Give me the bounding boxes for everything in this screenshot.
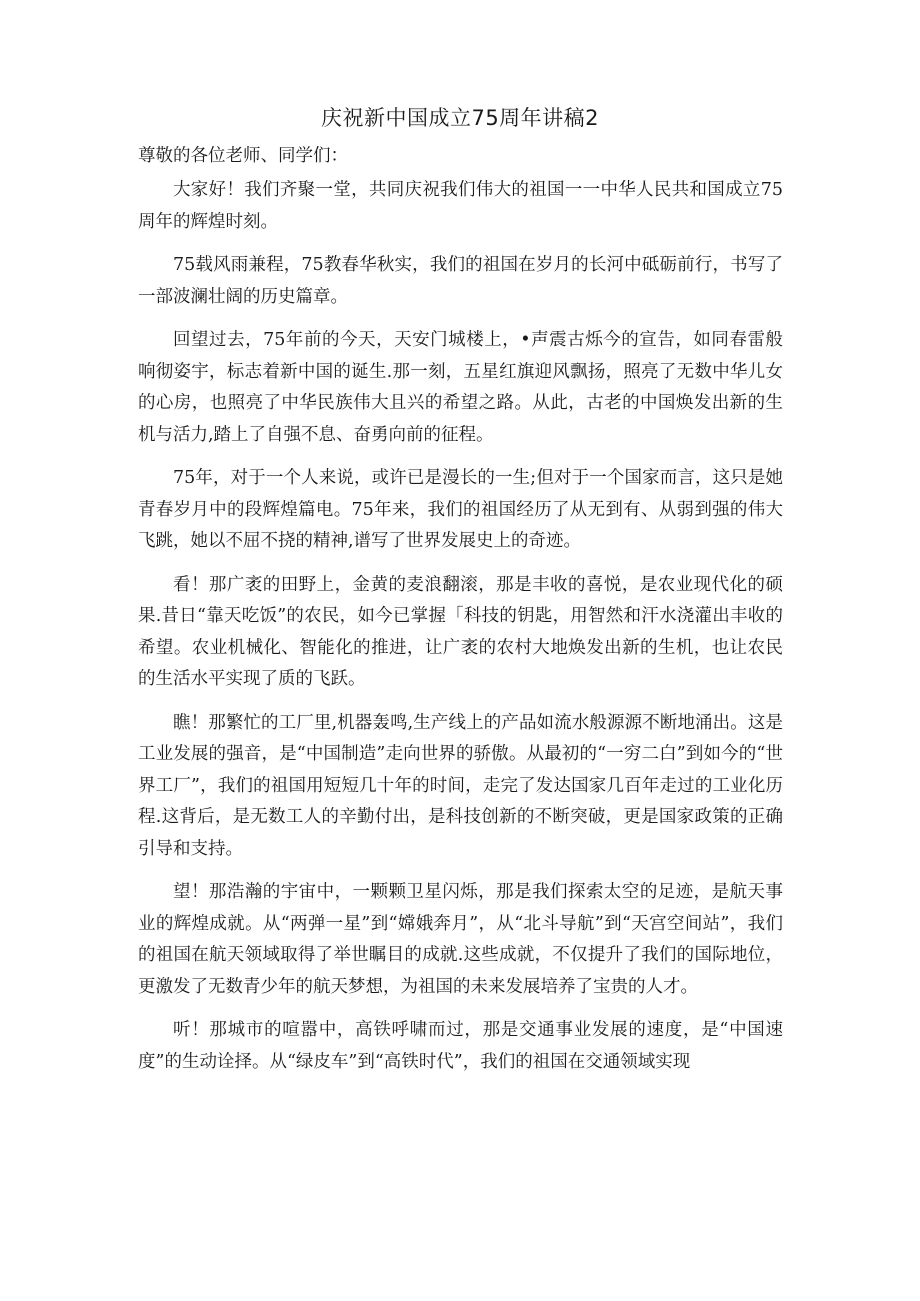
paragraph-greeting: 大家好！我们齐聚一堂，共同庆祝我们伟大的祖国一一中华人民共和国成立75周年的辉煌时刻。 [138,180,783,232]
document-title: 庆祝新中国成立75周年讲稿2 [320,106,600,130]
salutation: 尊敬的各位老师、同学们： [138,146,348,166]
paragraph-aerospace: 望！那浩瀚的宇宙中，一颗颗卫星闪烁，那是我们探索太空的足迹，是航天事业的辉煌成就。从“两弹一星”到“嫦娥奔月”，从“北斗导航”到“天宫空间站”，我们的祖国在航天领域取得了举世瞩目的成就.这些成就，不仅提升了我们的国际地位，更激发了无数青少年的航天梦想，为祖国的未来发展培养了宝贵的人才。 [138,882,783,997]
paragraph-look-back: 回望过去，75年前的今天，天安门城楼上，•声震古烁今的宣告，如同春雷般响彻姿宇，标志着新中国的诞生.那一刻，五星红旗迎风飘扬，照亮了无数中华儿女的心房，也照亮了中华民族伟大且兴的希望之路。从此，古老的中国焕发出新的生机与活力,踏上了自强不息、奋勇向前的征程。 [138,330,783,445]
paragraph-agriculture: 看！那广袤的田野上，金黄的麦浪翻滚，那是丰收的喜悦，是农业现代化的硕果.昔日“靠天吃饭”的农民，如今已掌握「科技的钥匙，用智然和汗水浇灌出丰收的希望。农业机械化、智能化的推进，让广袤的农村大地焕发出新的生机，也让农民的生活水平实现了质的飞跃。 [138,574,783,689]
document-body [138,175,783,1090]
paragraph-75-years: 75载风雨兼程，75教春华秋实，我们的祖国在岁月的长河中砥砺前行，书写了一部波澜壮阔的历史篇章。 [138,255,783,307]
paragraph-glorious-chapter: 75年，对于一个人来说，或许已是漫长的一生;但对于一个国家而言，这只是她青春岁月中的段辉煌篇电。75年来，我们的祖国经历了从无到有、从弱到强的伟大飞跳，她以不屈不挠的精神,谱写了世界发展史上的奇迹。 [138,468,783,551]
paragraph-industry: 瞧！那繁忙的工厂里,机器轰鸣,生产线上的产品如流水般源源不断地涌出。这是工业发展的强音，是“中国制造”走向世界的骄傲。从最初的“一穷二白”到如今的“世界工厂”，我们的祖国用短短几十年的时间，走完了发达国家几百年走过的工业化历程.这背后，是无数工人的辛勤付出，是科技创新的不断突破，更是国家政策的正确引导和支持。 [138,712,783,859]
paragraph-transportation: 听！那城市的喧嚣中，高铁呼啸而过，那是交通事业发展的速度，是“中国速度”的生动诠择。从“绿皮车”到“高铁时代”，我们的祖国在交通领域实现 [138,1020,783,1072]
